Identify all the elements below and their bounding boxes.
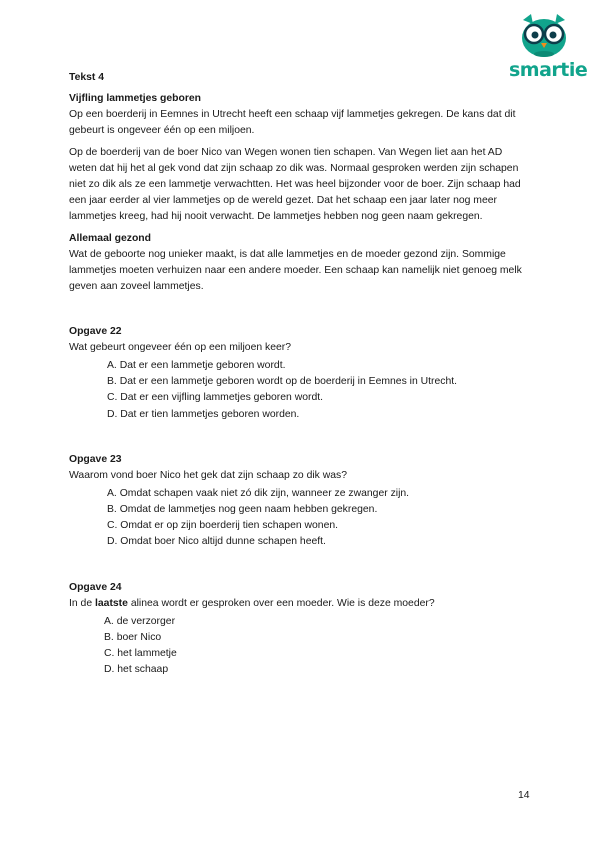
answer-options bbox=[69, 614, 529, 679]
answer-option-a[interactable]: A. de verzorger bbox=[104, 615, 176, 627]
text-title: Tekst 4 bbox=[69, 72, 105, 83]
question-text: Waarom vond boer Nico het gek dat zijn schaap zo dik was? bbox=[69, 469, 347, 481]
answer-option-c[interactable]: C. het lammetje bbox=[104, 648, 177, 660]
answer-option-a[interactable]: A. Omdat schapen vaak niet zó dik zijn, wanneer ze zwanger zijn. bbox=[107, 487, 410, 499]
answer-option-b[interactable]: B. Omdat de lammetjes nog geen naam hebben gekregen. bbox=[107, 504, 378, 516]
answer-option-d[interactable]: D. het schaap bbox=[104, 664, 169, 676]
question-label: Opgave 22 bbox=[69, 326, 122, 337]
question-text: Wat gebeurt ongeveer één op een miljoen keer? bbox=[69, 342, 292, 353]
question-22 bbox=[69, 324, 529, 423]
question-text-emphasis: laatste bbox=[95, 597, 128, 609]
question-24 bbox=[69, 580, 529, 679]
worksheet-content bbox=[69, 70, 529, 678]
answer-option-d[interactable]: D. Omdat boer Nico altijd dunne schapen heeft. bbox=[107, 536, 326, 548]
owl-logo-icon bbox=[519, 14, 569, 58]
answer-option-a[interactable]: A. Dat er een lammetje geboren wordt. bbox=[107, 360, 286, 371]
answer-option-d[interactable]: D. Dat er tien lammetjes geboren worden. bbox=[107, 408, 300, 420]
answer-option-c[interactable]: C. Omdat er op zijn boerderij tien schapen wonen. bbox=[107, 520, 339, 532]
answer-option-b[interactable]: B. Dat er een lammetje geboren wordt op de boerderij in Eemnes in Utrecht. bbox=[107, 376, 457, 388]
answer-options bbox=[69, 358, 529, 423]
article-subheading: Allemaal gezond bbox=[69, 233, 151, 244]
article-paragraph-2: Op de boerderij van de boer Nico van Wegen wonen tien schapen. Van Wegen liet aan het AD weten dat hij het al gek vond dat zijn schaap zo dik was. Normaal gesproken werden zijn schapen niet zo dik als ze een lammetje verwachtten. Het was heel bijzonder voor de boer. Zijn schaap had een jaar eerder al vier lammetjes op de wereld gezet. Dat het schaap een jaar later nog meer lammetjes kreeg, had hij nooit verwacht. De lammetjes hebben nog geen naam gekregen. bbox=[69, 147, 521, 222]
question-label: Opgave 23 bbox=[69, 453, 122, 465]
page-number: 14 bbox=[518, 790, 530, 801]
question-text-start: In de bbox=[69, 597, 95, 609]
answer-option-b[interactable]: B. boer Nico bbox=[104, 631, 162, 643]
article-intro: Op een boerderij in Eemnes in Utrecht heeft een schaap vijf lammetjes gekregen. De kans dat dit gebeurt is ongeveer één op een miljoen. bbox=[69, 109, 516, 136]
answer-option-c[interactable]: C. Dat er een vijfling lammetjes geboren wordt. bbox=[107, 392, 323, 404]
answer-options bbox=[69, 486, 529, 551]
article-paragraph-3: Wat de geboorte nog unieker maakt, is dat alle lammetjes en de moeder gezond zijn. Sommige lammetjes moeten verhuizen naar een andere moeder. Een schaap kan namelijk niet genoeg melk geven aan zoveel lammetjes. bbox=[69, 249, 522, 292]
question-text-end: alinea wordt er gesproken over een moeder. Wie is deze moeder? bbox=[127, 597, 435, 609]
logo-wordmark: smartie bbox=[509, 59, 588, 81]
question-label: Opgave 24 bbox=[69, 581, 122, 593]
question-text bbox=[69, 596, 529, 612]
question-23 bbox=[69, 452, 529, 551]
article-headline: Vijfling lammetjes geboren bbox=[69, 93, 202, 104]
